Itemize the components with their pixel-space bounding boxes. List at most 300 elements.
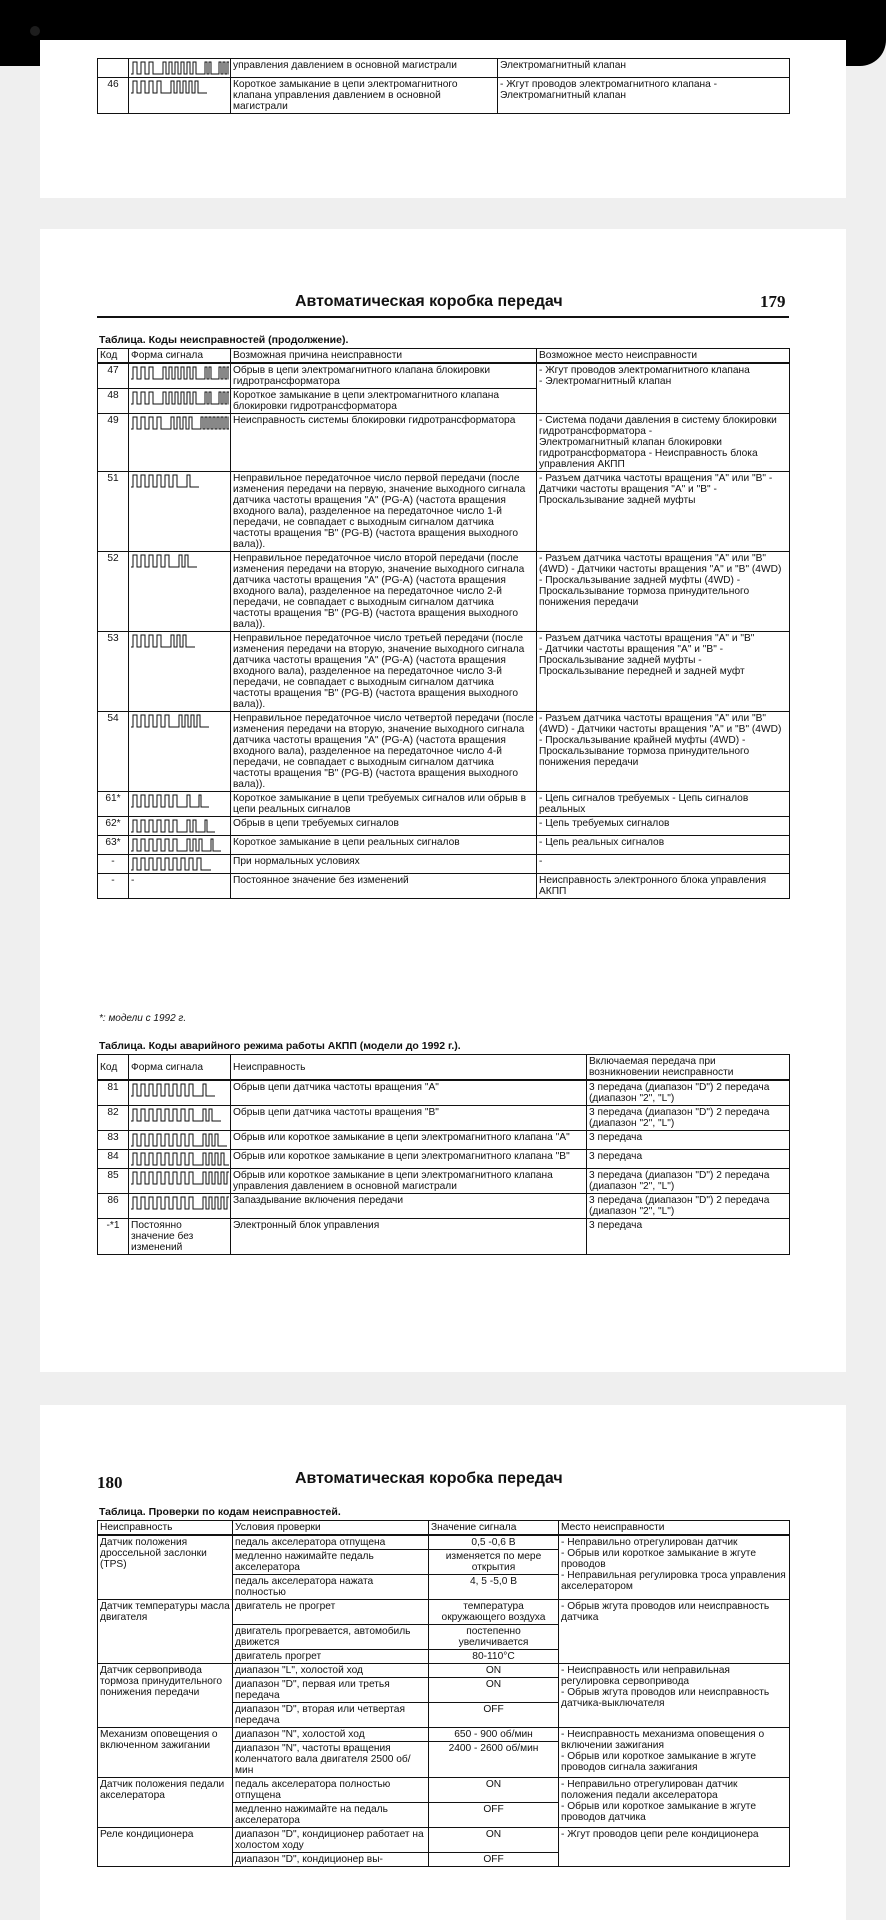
code-cell-text: 83: [107, 1132, 119, 1143]
place-cell: [537, 632, 790, 712]
place-cell: [537, 836, 790, 855]
column-header: [98, 349, 129, 364]
waveform-cell: [129, 389, 231, 414]
place-cell: [537, 874, 790, 899]
fault-codes-table: [97, 348, 790, 899]
column-header-text: Возможное место неисправности: [539, 350, 698, 361]
place-cell: [537, 552, 790, 632]
code-cell: [98, 712, 129, 792]
table-row: [98, 1828, 790, 1853]
fault-cell: [98, 1778, 233, 1828]
table-row: [98, 1219, 790, 1255]
page-number: 179: [760, 292, 786, 311]
signal-waveform: [131, 1195, 229, 1211]
cause-cell: [231, 389, 537, 414]
page-title: Автоматическая коробка передач: [295, 1470, 563, 1487]
waveform-cell: [129, 1131, 231, 1150]
code-cell-text: 53: [107, 633, 119, 644]
fault-cell: [231, 1106, 587, 1131]
condition-cell: [233, 1575, 429, 1600]
column-header: [98, 1521, 233, 1536]
cause-cell-text: Обрыв в цепи электромагнитного клапана блокировки гидротрансформатора: [233, 365, 491, 387]
condition-cell-text: двигатель прогревается, автомобиль движется: [235, 1626, 411, 1648]
column-header: [429, 1521, 559, 1536]
code-cell: [98, 472, 129, 552]
column-header-text: Неисправность: [100, 1522, 173, 1533]
signal-value-cell-text: изменяется по мере открытия: [445, 1551, 542, 1573]
fault-cell-text: Механизм оповещения о включенном зажигании: [100, 1729, 218, 1751]
fault-cell-text: Электронный блок управления: [233, 1220, 380, 1231]
code-cell: [98, 632, 129, 712]
signal-waveform: [131, 60, 229, 76]
table-row: [98, 1150, 790, 1169]
signal-waveform: [131, 1082, 229, 1098]
fault-cell-text: Обрыв цепи датчика частоты вращения "В": [233, 1107, 439, 1118]
fault-cell-text: Датчик сервопривода тормоза принудительного понижения передачи: [100, 1665, 223, 1698]
table-row: [98, 836, 790, 855]
waveform-cell: [129, 874, 231, 899]
document-page-180: [40, 1405, 846, 1920]
fault-cell-text: Реле кондиционера: [100, 1829, 194, 1840]
gear-cell: [587, 1106, 790, 1131]
code-cell: [98, 1194, 129, 1219]
place-cell: [559, 1728, 790, 1778]
signal-waveform: [131, 837, 229, 853]
column-header: [98, 1055, 129, 1081]
waveform-text: Постоянно значение без изменений: [131, 1220, 194, 1253]
gear-cell-text: 3 передача: [589, 1220, 643, 1231]
condition-cell-text: диапазон "D", вторая или четвертая передача: [235, 1704, 405, 1726]
fault-cell-text: Обрыв или короткое замыкание в цепи электромагнитного клапана "В": [233, 1151, 570, 1162]
waveform-cell: [129, 414, 231, 472]
waveform-text: -: [131, 875, 135, 886]
condition-cell: [233, 1728, 429, 1742]
signal-value-cell: [429, 1678, 559, 1703]
code-cell-text: 48: [107, 390, 119, 401]
gear-cell: [587, 1131, 790, 1150]
condition-cell: [233, 1853, 429, 1867]
signal-value-cell-text: 650 - 900 об/мин: [454, 1729, 533, 1740]
place-cell: [537, 472, 790, 552]
table-row: [98, 414, 790, 472]
place-cell-text: Неисправность электронного блока управления АКПП: [539, 875, 767, 897]
signal-waveform: [131, 365, 229, 381]
fault-cell: [231, 1169, 587, 1194]
code-cell-text: 86: [107, 1195, 119, 1206]
condition-cell-text: педаль акселератора отпущена: [235, 1537, 386, 1548]
place-cell: [498, 78, 790, 114]
fault-cell-text: Обрыв или короткое замыкание в цепи электромагнитного клапана управления давлением в основной магистрали: [233, 1170, 553, 1192]
cause-cell-text: Неправильное передаточное число четвертой передачи (после изменения передачи на вторую, значение выходного сигнала датчика частоты вращения "А" (PG-A) (частота вращения входного вала), разделенное на передаточное число 4-й передачи, не совпадает с выходным сигналом датчика частоты вращения "В" (PG-B) (частота вращения выходного вала)).: [233, 713, 534, 790]
cause-cell-text: Короткое замыкание в цепи реальных сигналов: [233, 837, 460, 848]
cause-cell: [231, 78, 498, 114]
column-header-text: Значение сигнала: [431, 1522, 517, 1533]
camera-dot: [30, 26, 40, 36]
waveform-cell: [129, 472, 231, 552]
code-cell-text: 61*: [105, 793, 121, 804]
table-row: [98, 1106, 790, 1131]
cause-cell-text: Неисправность системы блокировки гидротрансформатора: [233, 415, 516, 426]
document-page-179: [40, 229, 846, 1372]
title-rule: [97, 316, 789, 318]
page-title: Автоматическая коробка передач: [295, 293, 563, 310]
table-row: [98, 59, 790, 78]
waveform-cell: [129, 78, 231, 114]
signal-waveform: [131, 818, 229, 834]
table-row: [98, 472, 790, 552]
fault-checks-table: [97, 1520, 790, 1867]
cause-cell-text: управления давлением в основной магистрали: [233, 60, 457, 71]
signal-value-cell-text: 4, 5 -5,0 В: [469, 1576, 517, 1587]
condition-cell: [233, 1625, 429, 1650]
condition-cell: [233, 1678, 429, 1703]
fault-cell: [98, 1728, 233, 1778]
signal-value-cell: [429, 1728, 559, 1742]
table-caption: Таблица. Проверки по кодам неисправностей.: [99, 1506, 341, 1518]
page-number: 180: [97, 1473, 123, 1492]
place-cell: [537, 712, 790, 792]
fault-cell: [231, 1150, 587, 1169]
code-cell: [98, 1131, 129, 1150]
code-cell: [98, 874, 129, 899]
signal-waveform: [131, 856, 229, 872]
condition-cell-text: диапазон "D", первая или третья передача: [235, 1679, 390, 1701]
condition-cell: [233, 1550, 429, 1575]
cause-cell: [231, 472, 537, 552]
waveform-cell: [129, 1080, 231, 1106]
column-header-text: Код: [100, 1061, 118, 1073]
gear-cell: [587, 1080, 790, 1106]
condition-cell-text: педаль акселератора нажата полностью: [235, 1576, 374, 1598]
code-cell: [98, 1219, 129, 1255]
fault-cell: [231, 1131, 587, 1150]
waveform-cell: [129, 1169, 231, 1194]
place-cell: [559, 1828, 790, 1867]
gear-cell: [587, 1219, 790, 1255]
code-cell: [98, 855, 129, 874]
cause-cell: [231, 363, 537, 389]
table-header-row: [98, 349, 790, 364]
signal-waveform: [131, 79, 229, 95]
signal-waveform: [131, 633, 229, 649]
waveform-cell: [129, 1194, 231, 1219]
column-header-text: Неисправность: [233, 1061, 306, 1073]
table-header-row: [98, 1055, 790, 1081]
signal-waveform: [131, 793, 229, 809]
table-row: [98, 1131, 790, 1150]
place-cell-text: - Разъем датчика частоты вращения "А" или "В" (4WD) - Датчики частоты вращения "А" и "В" (4WD) - Проскальзывание крайней муфты (4WD) - Проскальзывание тормоза принудительного понижения передачи: [539, 713, 782, 768]
place-cell: [537, 414, 790, 472]
place-cell-text: - Обрыв жгута проводов или неисправность датчика: [561, 1601, 770, 1623]
column-header-text: Код: [100, 350, 118, 361]
condition-cell-text: медленно нажимайте на педаль акселератора: [235, 1804, 388, 1826]
condition-cell-text: диапазон "N", частоты вращения коленчатого вала двигателя 2500 об/мин: [235, 1743, 411, 1776]
column-header-text: Включаемая передача при возникновении неисправности: [589, 1056, 734, 1078]
fault-cell-text: Запаздывание включения передачи: [233, 1195, 404, 1206]
column-header-text: Место неисправности: [561, 1522, 665, 1533]
waveform-cell: [129, 59, 231, 78]
fault-cell: [231, 1080, 587, 1106]
fault-cell-text: Обрыв или короткое замыкание в цепи электромагнитного клапана "А": [233, 1132, 570, 1143]
signal-value-cell-text: температура окружающего воздуха: [441, 1601, 546, 1623]
cause-cell-text: Неправильное передаточное число первой передачи (после изменения передачи на первую, значение выходного сигнала датчика частоты вращения "А" (PG-A) (частота вращения входного вала), разделенное на передаточное число 1-й передачи, не совпадает с выходным сигналом датчика частоты вращения "В" (PG-B) (частота вращения выходного вала)).: [233, 473, 526, 550]
code-cell: [98, 1169, 129, 1194]
code-cell-text: -: [111, 856, 115, 867]
place-cell-text: - Цепь требуемых сигналов: [539, 818, 670, 829]
cause-cell: [231, 552, 537, 632]
code-cell: [98, 1080, 129, 1106]
cause-cell-text: Обрыв в цепи требуемых сигналов: [233, 818, 399, 829]
condition-cell: [233, 1742, 429, 1778]
signal-value-cell: [429, 1664, 559, 1678]
code-cell: [98, 817, 129, 836]
condition-cell-text: двигатель прогрет: [235, 1651, 322, 1662]
column-header: [233, 1521, 429, 1536]
waveform-cell: [129, 632, 231, 712]
column-header: [587, 1055, 790, 1081]
place-cell-text: -: [539, 856, 543, 867]
cause-cell-text: Короткое замыкание в цепи электромагнитного клапана блокировки гидротрансформатора: [233, 390, 500, 412]
signal-value-cell: [429, 1575, 559, 1600]
cause-cell-text: Короткое замыкание в цепи электромагнитного клапана управления давлением в основной магистрали: [233, 79, 458, 112]
cause-cell: [231, 414, 537, 472]
table-row: [98, 1194, 790, 1219]
waveform-cell: [129, 1150, 231, 1169]
signal-value-cell-text: OFF: [483, 1804, 504, 1815]
place-cell: [559, 1535, 790, 1600]
place-cell-text: - Жгут проводов электромагнитного клапана - Электромагнитный клапан: [539, 365, 750, 387]
code-cell-text: 54: [107, 713, 119, 724]
gear-cell-text: 3 передача (диапазон "D") 2 передача (диапазон "2", "L"): [589, 1082, 770, 1104]
cause-cell-text: Неправильное передаточное число третьей передачи (после изменения передачи на вторую, значение выходного сигнала датчика частоты вращения "А" (PG-A) (частота вращения входного вала), разделенное на передаточное число 3-й передачи, не совпадает с выходным сигналом датчика частоты вращения "В" (PG-B) (частота вращения выходного вала)).: [233, 633, 525, 710]
condition-cell-text: диапазон "D", кондиционер работает на холостом ходу: [235, 1829, 424, 1851]
place-cell-text: - Неправильно отрегулирован датчик положения педали акселератора - Обрыв или короткое замыкание в жгуте проводов датчика: [561, 1779, 757, 1823]
code-cell-text: 82: [107, 1107, 119, 1118]
waveform-cell: [129, 855, 231, 874]
condition-cell-text: медленно нажимайте педаль акселератора: [235, 1551, 374, 1573]
signal-value-cell-text: 0,5 -0,6 В: [471, 1537, 516, 1548]
cause-cell: [231, 836, 537, 855]
condition-cell-text: педаль акселератора полностью отпущена: [235, 1779, 391, 1801]
signal-value-cell: [429, 1550, 559, 1575]
signal-value-cell-text: постепенно увеличивается: [458, 1626, 529, 1648]
code-cell: [98, 1150, 129, 1169]
code-cell: [98, 792, 129, 817]
place-cell: [559, 1778, 790, 1828]
place-cell: [498, 59, 790, 78]
condition-cell: [233, 1600, 429, 1625]
signal-waveform: [131, 1132, 229, 1148]
signal-value-cell: [429, 1703, 559, 1728]
table-row: [98, 1080, 790, 1106]
column-header-text: Форма сигнала: [131, 350, 203, 361]
table-row: [98, 363, 790, 389]
signal-waveform: [131, 713, 229, 729]
signal-waveform: [131, 415, 229, 431]
condition-cell: [233, 1828, 429, 1853]
cause-cell-text: Постоянное значение без изменений: [233, 875, 409, 886]
fault-codes-table-continued-top: [97, 58, 790, 114]
code-cell-text: 63*: [105, 837, 121, 848]
code-cell: [98, 414, 129, 472]
column-header-text: Условия проверки: [235, 1522, 321, 1533]
signal-value-cell: [429, 1535, 559, 1550]
gear-cell: [587, 1150, 790, 1169]
code-cell-text: 81: [107, 1082, 119, 1093]
table-caption-emergency: Таблица. Коды аварийного режима работы АКПП (модели до 1992 г.).: [99, 1040, 461, 1052]
code-cell-text: 85: [107, 1170, 119, 1181]
fault-cell: [231, 1194, 587, 1219]
table-header-row: [98, 1521, 790, 1536]
place-cell-text: - Неправильно отрегулирован датчик - Обрыв или короткое замыкание в жгуте проводов - Неправильная регулировка троса управления акселератором: [561, 1537, 786, 1592]
table-caption: Таблица. Коды неисправностей (продолжение).: [99, 334, 349, 346]
signal-value-cell-text: OFF: [483, 1704, 504, 1715]
place-cell-text: - Разъем датчика частоты вращения "А" и "В" - Датчики частоты вращения "А" и "В" - Проскальзывание задней муфты - Проскальзывание передней и задней муфт: [539, 633, 755, 677]
code-cell-text: 47: [107, 365, 119, 376]
column-header-text: Форма сигнала: [131, 1061, 203, 1073]
place-cell-text: - Неисправность или неправильная регулировка сервопривода - Обрыв жгута проводов или неисправность датчика-выключателя: [561, 1665, 770, 1709]
waveform-cell: [129, 1106, 231, 1131]
column-header: [129, 349, 231, 364]
cause-cell-text: Неправильное передаточное число второй передачи (после изменения передачи на вторую, значение выходного сигнала датчика частоты вращения "А" (PG-A) (частота вращения входного вала), разделенное на передаточное число 2-й передачи, не совпадает с выходным сигналом датчика частоты вращения "В" (PG-B) (частота вращения выходного вала)).: [233, 553, 525, 630]
place-cell-text: - Жгут проводов электромагнитного клапана - Электромагнитный клапан: [500, 79, 718, 101]
emergency-mode-table: [97, 1054, 790, 1255]
signal-value-cell: [429, 1803, 559, 1828]
table-row: [98, 1535, 790, 1550]
code-cell-text: -: [111, 875, 115, 886]
table-row: [98, 712, 790, 792]
place-cell: [537, 855, 790, 874]
table-row: [98, 874, 790, 899]
signal-waveform: [131, 1107, 229, 1123]
code-cell-text: 84: [107, 1151, 119, 1162]
signal-value-cell: [429, 1625, 559, 1650]
code-cell-text: -*1: [106, 1220, 120, 1231]
document-page-top: [40, 40, 846, 198]
code-cell-text: 49: [107, 415, 119, 426]
signal-value-cell-text: OFF: [483, 1854, 504, 1865]
condition-cell-text: двигатель не прогрет: [235, 1601, 336, 1612]
table-row: [98, 552, 790, 632]
waveform-cell: [129, 792, 231, 817]
cause-cell: [231, 855, 537, 874]
column-header: [231, 349, 537, 364]
waveform-cell: [129, 836, 231, 855]
place-cell-text: - Жгут проводов цепи реле кондиционера: [561, 1829, 759, 1840]
table-row: [98, 1664, 790, 1678]
place-cell-text: Электромагнитный клапан: [500, 60, 626, 71]
gear-cell: [587, 1169, 790, 1194]
fault-cell-text: Датчик температуры масла двигателя: [100, 1601, 230, 1623]
condition-cell-text: диапазон "D", кондиционер вы-: [235, 1854, 383, 1865]
cause-cell: [231, 874, 537, 899]
condition-cell: [233, 1535, 429, 1550]
table-row: [98, 632, 790, 712]
place-cell-text: - Неисправность механизма оповещения о включении зажигания - Обрыв или короткое замыкание в жгуте проводов сигнала зажигания: [561, 1729, 765, 1773]
fault-cell: [98, 1600, 233, 1664]
signal-value-cell-text: 2400 - 2600 об/мин: [448, 1743, 539, 1754]
signal-value-cell: [429, 1853, 559, 1867]
table-row: [98, 1728, 790, 1742]
place-cell: [537, 817, 790, 836]
fault-cell-text: Датчик положения педали акселератора: [100, 1779, 225, 1801]
place-cell-text: - Система подачи давления в систему блокировки гидротрансформатора - Электромагнитный клапан блокировки гидротрансформатора - Неисправность блока управления АКПП: [539, 415, 777, 470]
table-row: [98, 1600, 790, 1625]
table-footnote: *: модели с 1992 г.: [99, 1013, 187, 1024]
gear-cell-text: 3 передача (диапазон "D") 2 передача (диапазон "2", "L"): [589, 1170, 770, 1192]
column-header: [537, 349, 790, 364]
table-row: [98, 792, 790, 817]
signal-waveform: [131, 553, 229, 569]
code-cell: [98, 363, 129, 389]
signal-value-cell-text: ON: [485, 1829, 502, 1840]
column-header: [129, 1055, 231, 1081]
place-cell-text: - Разъем датчика частоты вращения "А" или "В" - Датчики частоты вращения "А" и "В" - Проскальзывание задней муфты: [539, 473, 773, 506]
signal-value-cell-text: 80-110°С: [472, 1651, 515, 1662]
signal-value-cell-text: ON: [485, 1679, 502, 1690]
condition-cell: [233, 1650, 429, 1664]
gear-cell-text: 3 передача: [589, 1132, 643, 1143]
waveform-cell: [129, 1219, 231, 1255]
code-cell: [98, 78, 129, 114]
code-cell: [98, 389, 129, 414]
signal-value-cell-text: ON: [485, 1779, 502, 1790]
fault-cell: [231, 1219, 587, 1255]
gear-cell-text: 3 передача: [589, 1151, 643, 1162]
signal-waveform: [131, 390, 229, 406]
fault-cell: [98, 1535, 233, 1600]
cause-cell: [231, 632, 537, 712]
code-cell: [98, 552, 129, 632]
cause-cell: [231, 792, 537, 817]
table-row: [98, 817, 790, 836]
table-row: [98, 1169, 790, 1194]
signal-value-cell-text: ON: [485, 1665, 502, 1676]
signal-waveform: [131, 1151, 229, 1167]
fault-cell-text: Датчик положения дроссельной заслонки (TPS): [100, 1537, 207, 1570]
code-cell: [98, 836, 129, 855]
column-header: [231, 1055, 587, 1081]
cause-cell: [231, 712, 537, 792]
table-row: [98, 78, 790, 114]
gear-cell-text: 3 передача (диапазон "D") 2 передача (диапазон "2", "L"): [589, 1195, 770, 1217]
signal-value-cell: [429, 1742, 559, 1778]
waveform-cell: [129, 552, 231, 632]
code-cell: [98, 59, 129, 78]
condition-cell: [233, 1803, 429, 1828]
signal-value-cell: [429, 1828, 559, 1853]
table-row: [98, 1778, 790, 1803]
signal-waveform: [131, 473, 229, 489]
fault-cell: [98, 1828, 233, 1867]
signal-value-cell: [429, 1650, 559, 1664]
signal-waveform: [131, 1170, 229, 1186]
waveform-cell: [129, 363, 231, 389]
column-header: [559, 1521, 790, 1536]
code-cell-text: 46: [107, 79, 119, 90]
table-row: [98, 855, 790, 874]
place-cell-text: - Разъем датчика частоты вращения "А" или "В" (4WD) - Датчики частоты вращения "А" и "В" (4WD) - Проскальзывание задней муфты (4WD) - Проскальзывание тормоза принудительного понижения передачи: [539, 553, 782, 608]
fault-cell: [98, 1664, 233, 1728]
gear-cell: [587, 1194, 790, 1219]
place-cell: [537, 363, 790, 414]
condition-cell: [233, 1703, 429, 1728]
condition-cell: [233, 1664, 429, 1678]
place-cell: [559, 1664, 790, 1728]
fault-cell-text: Обрыв цепи датчика частоты вращения "А": [233, 1082, 439, 1093]
waveform-cell: [129, 817, 231, 836]
cause-cell: [231, 817, 537, 836]
